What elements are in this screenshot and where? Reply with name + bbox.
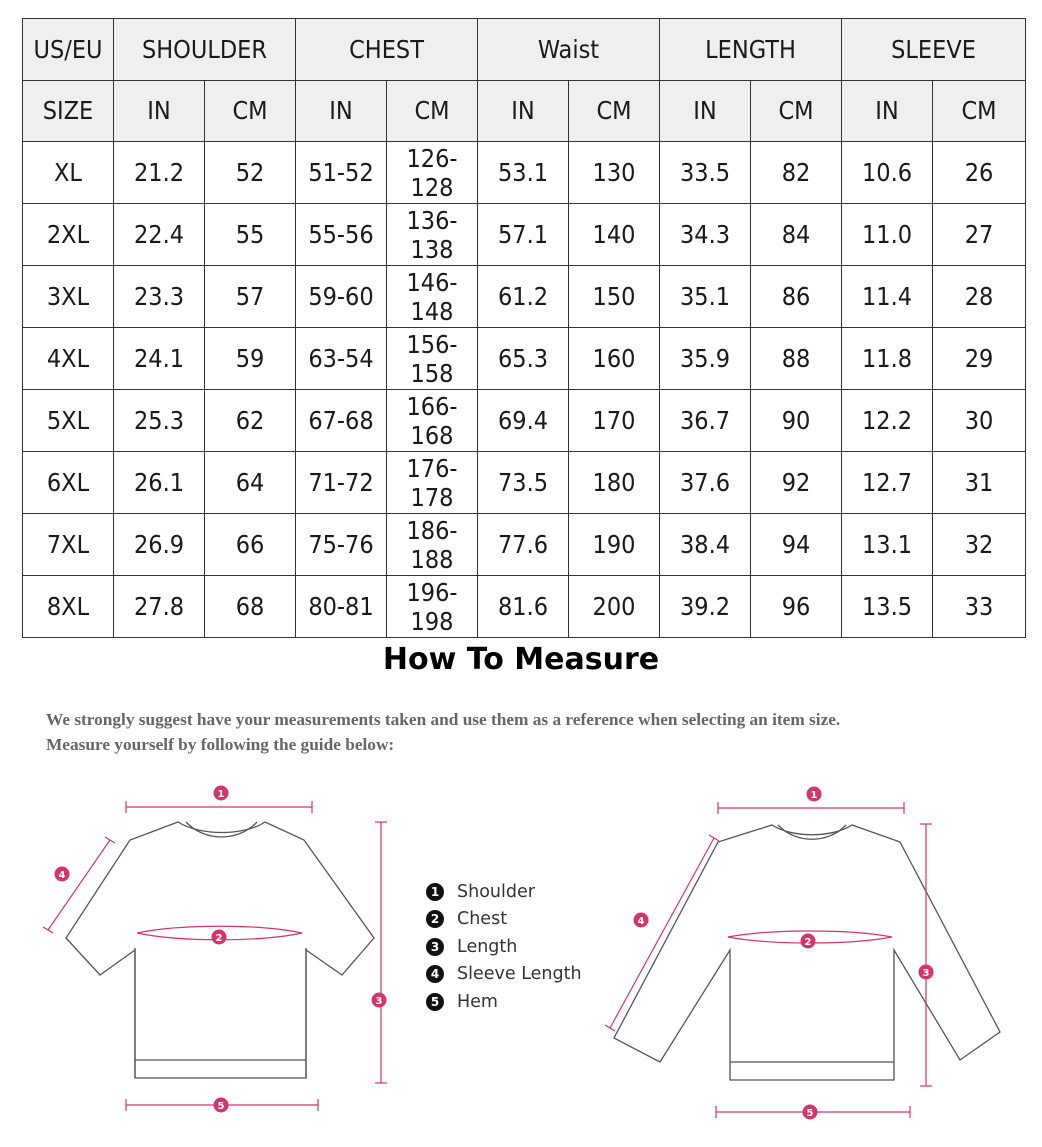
table-cell: 53.1	[478, 142, 569, 204]
size-label-cell: 2XL	[23, 204, 114, 266]
table-cell: 92	[751, 452, 842, 514]
table-cell: 130	[569, 142, 660, 204]
table-row	[23, 452, 1026, 514]
table-header-cell: CHEST	[296, 19, 478, 81]
table-cell: 26.1	[114, 452, 205, 514]
table-header-cell: SHOULDER	[114, 19, 296, 81]
table-subheader-cell: SIZE	[23, 80, 114, 142]
table-cell: 64	[205, 452, 296, 514]
table-header-row	[23, 19, 1026, 81]
table-subheader-cell: IN	[114, 80, 205, 142]
table-cell: 51-52	[296, 142, 387, 204]
tshirt-long-sleeve	[614, 825, 1000, 1080]
svg-text:2: 2	[215, 933, 223, 944]
guide-line-1: We strongly suggest have your measurements taken and use them as a reference when selecting an item size.	[46, 710, 841, 729]
table-cell: 25.3	[114, 390, 205, 452]
table-cell: 12.7	[842, 452, 933, 514]
table-cell: 69.4	[478, 390, 569, 452]
size-label-cell: 6XL	[23, 452, 114, 514]
table-cell: 156-158	[387, 328, 478, 390]
table-cell: 26.9	[114, 514, 205, 576]
table-header-cell: SLEEVE	[842, 19, 1026, 81]
table-subheader-cell: CM	[387, 80, 478, 142]
table-subheader-cell: IN	[842, 80, 933, 142]
legend-number-icon: 2	[426, 910, 444, 928]
legend-label: Sleeve Length	[457, 964, 582, 985]
size-label-cell: 4XL	[23, 328, 114, 390]
table-cell: 57	[205, 266, 296, 328]
table-row	[23, 204, 1026, 266]
table-cell: 59-60	[296, 266, 387, 328]
table-cell: 36.7	[660, 390, 751, 452]
table-cell: 66	[205, 514, 296, 576]
table-cell: 11.8	[842, 328, 933, 390]
table-cell: 186-188	[387, 514, 478, 576]
table-cell: 96	[751, 576, 842, 638]
table-cell: 150	[569, 266, 660, 328]
table-subheader-cell: CM	[569, 80, 660, 142]
table-cell: 57.1	[478, 204, 569, 266]
table-row	[23, 576, 1026, 638]
table-subheader-cell: CM	[933, 80, 1026, 142]
legend-item-shoulder	[426, 878, 582, 906]
table-cell: 65.3	[478, 328, 569, 390]
marker-3-long	[919, 965, 934, 980]
table-row	[23, 328, 1026, 390]
legend-number-icon: 3	[426, 938, 444, 956]
table-cell: 82	[751, 142, 842, 204]
legend-item-chest	[426, 906, 582, 934]
how-to-measure-title: How To Measure	[382, 642, 660, 677]
tshirt-short-measure-lines	[43, 801, 387, 1111]
table-cell: 22.4	[114, 204, 205, 266]
marker-2-long	[801, 934, 816, 949]
marker-5-short	[214, 1098, 229, 1113]
table-cell: 37.6	[660, 452, 751, 514]
table-subheader-cell: IN	[660, 80, 751, 142]
marker-2-short	[212, 930, 227, 945]
legend-label: Length	[457, 936, 518, 957]
table-cell: 73.5	[478, 452, 569, 514]
marker-4-short	[55, 867, 70, 882]
table-cell: 34.3	[660, 204, 751, 266]
svg-text:1: 1	[217, 789, 225, 800]
table-cell: 11.4	[842, 266, 933, 328]
svg-text:4: 4	[58, 870, 66, 881]
table-cell: 27.8	[114, 576, 205, 638]
table-cell: 180	[569, 452, 660, 514]
table-row	[23, 266, 1026, 328]
svg-text:5: 5	[217, 1101, 225, 1112]
table-cell: 84	[751, 204, 842, 266]
table-cell: 35.9	[660, 328, 751, 390]
svg-text:2: 2	[804, 937, 812, 948]
table-cell: 33.5	[660, 142, 751, 204]
table-subheader-cell: IN	[478, 80, 569, 142]
marker-4-long	[634, 913, 649, 928]
table-cell: 39.2	[660, 576, 751, 638]
table-cell: 67-68	[296, 390, 387, 452]
table-cell: 13.1	[842, 514, 933, 576]
legend-label: Chest	[457, 909, 508, 930]
table-cell: 160	[569, 328, 660, 390]
legend-number-icon: 4	[426, 965, 444, 983]
table-cell: 28	[933, 266, 1026, 328]
table-cell: 27	[933, 204, 1026, 266]
tshirt-long-measure-lines	[605, 802, 932, 1118]
size-chart-table	[22, 18, 1026, 638]
legend-item-sleeve-length	[426, 961, 582, 989]
table-cell: 81.6	[478, 576, 569, 638]
size-label-cell: 7XL	[23, 514, 114, 576]
size-label-cell: XL	[23, 142, 114, 204]
table-header-cell: Waist	[478, 19, 660, 81]
table-subheader-cell: CM	[751, 80, 842, 142]
table-cell: 21.2	[114, 142, 205, 204]
svg-text:4: 4	[637, 916, 645, 927]
table-cell: 32	[933, 514, 1026, 576]
table-cell: 166-168	[387, 390, 478, 452]
table-subheader-cell: IN	[296, 80, 387, 142]
table-cell: 63-54	[296, 328, 387, 390]
table-cell: 170	[569, 390, 660, 452]
table-cell: 23.3	[114, 266, 205, 328]
legend-label: Hem	[457, 991, 498, 1012]
table-cell: 196-198	[387, 576, 478, 638]
table-cell: 12.2	[842, 390, 933, 452]
table-cell: 200	[569, 576, 660, 638]
marker-3-short	[372, 993, 387, 1008]
size-label-cell: 5XL	[23, 390, 114, 452]
table-cell: 29	[933, 328, 1026, 390]
svg-text:3: 3	[922, 968, 930, 979]
table-cell: 35.1	[660, 266, 751, 328]
table-cell: 55	[205, 204, 296, 266]
table-header-cell: LENGTH	[660, 19, 842, 81]
table-cell: 71-72	[296, 452, 387, 514]
table-subheader-row	[23, 80, 1026, 142]
legend-item-hem	[426, 988, 582, 1016]
table-cell: 68	[205, 576, 296, 638]
table-cell: 61.2	[478, 266, 569, 328]
table-cell: 24.1	[114, 328, 205, 390]
guide-line-2: Measure yourself by following the guide below:	[46, 735, 395, 754]
table-cell: 13.5	[842, 576, 933, 638]
table-cell: 86	[751, 266, 842, 328]
table-cell: 59	[205, 328, 296, 390]
legend-item-length	[426, 933, 582, 961]
measurement-legend	[426, 878, 582, 1016]
table-cell: 140	[569, 204, 660, 266]
table-cell: 90	[751, 390, 842, 452]
table-cell: 55-56	[296, 204, 387, 266]
marker-1-long	[807, 787, 822, 802]
table-cell: 126-128	[387, 142, 478, 204]
svg-text:5: 5	[806, 1108, 814, 1119]
table-header-cell: US/EU	[23, 19, 114, 81]
table-subheader-cell: CM	[205, 80, 296, 142]
table-cell: 136-138	[387, 204, 478, 266]
legend-number-icon: 5	[426, 993, 444, 1011]
table-cell: 77.6	[478, 514, 569, 576]
size-label-cell: 8XL	[23, 576, 114, 638]
svg-text:1: 1	[810, 790, 818, 801]
table-cell: 146-148	[387, 266, 478, 328]
table-cell: 26	[933, 142, 1026, 204]
size-label-cell: 3XL	[23, 266, 114, 328]
legend-number-icon: 1	[426, 883, 444, 901]
table-cell: 31	[933, 452, 1026, 514]
table-cell: 88	[751, 328, 842, 390]
table-cell: 38.4	[660, 514, 751, 576]
table-cell: 62	[205, 390, 296, 452]
table-row	[23, 390, 1026, 452]
table-cell: 80-81	[296, 576, 387, 638]
table-cell: 190	[569, 514, 660, 576]
table-cell: 94	[751, 514, 842, 576]
table-row	[23, 142, 1026, 204]
svg-text:3: 3	[375, 996, 383, 1007]
table-cell: 10.6	[842, 142, 933, 204]
measure-guide-text	[46, 707, 1026, 757]
tshirt-short-sleeve	[66, 822, 374, 1078]
table-cell: 33	[933, 576, 1026, 638]
table-cell: 30	[933, 390, 1026, 452]
marker-1-short	[214, 786, 229, 801]
table-cell: 75-76	[296, 514, 387, 576]
table-cell: 176-178	[387, 452, 478, 514]
table-cell: 52	[205, 142, 296, 204]
marker-5-long	[803, 1105, 818, 1120]
table-cell: 11.0	[842, 204, 933, 266]
table-row	[23, 514, 1026, 576]
legend-label: Shoulder	[457, 881, 535, 902]
